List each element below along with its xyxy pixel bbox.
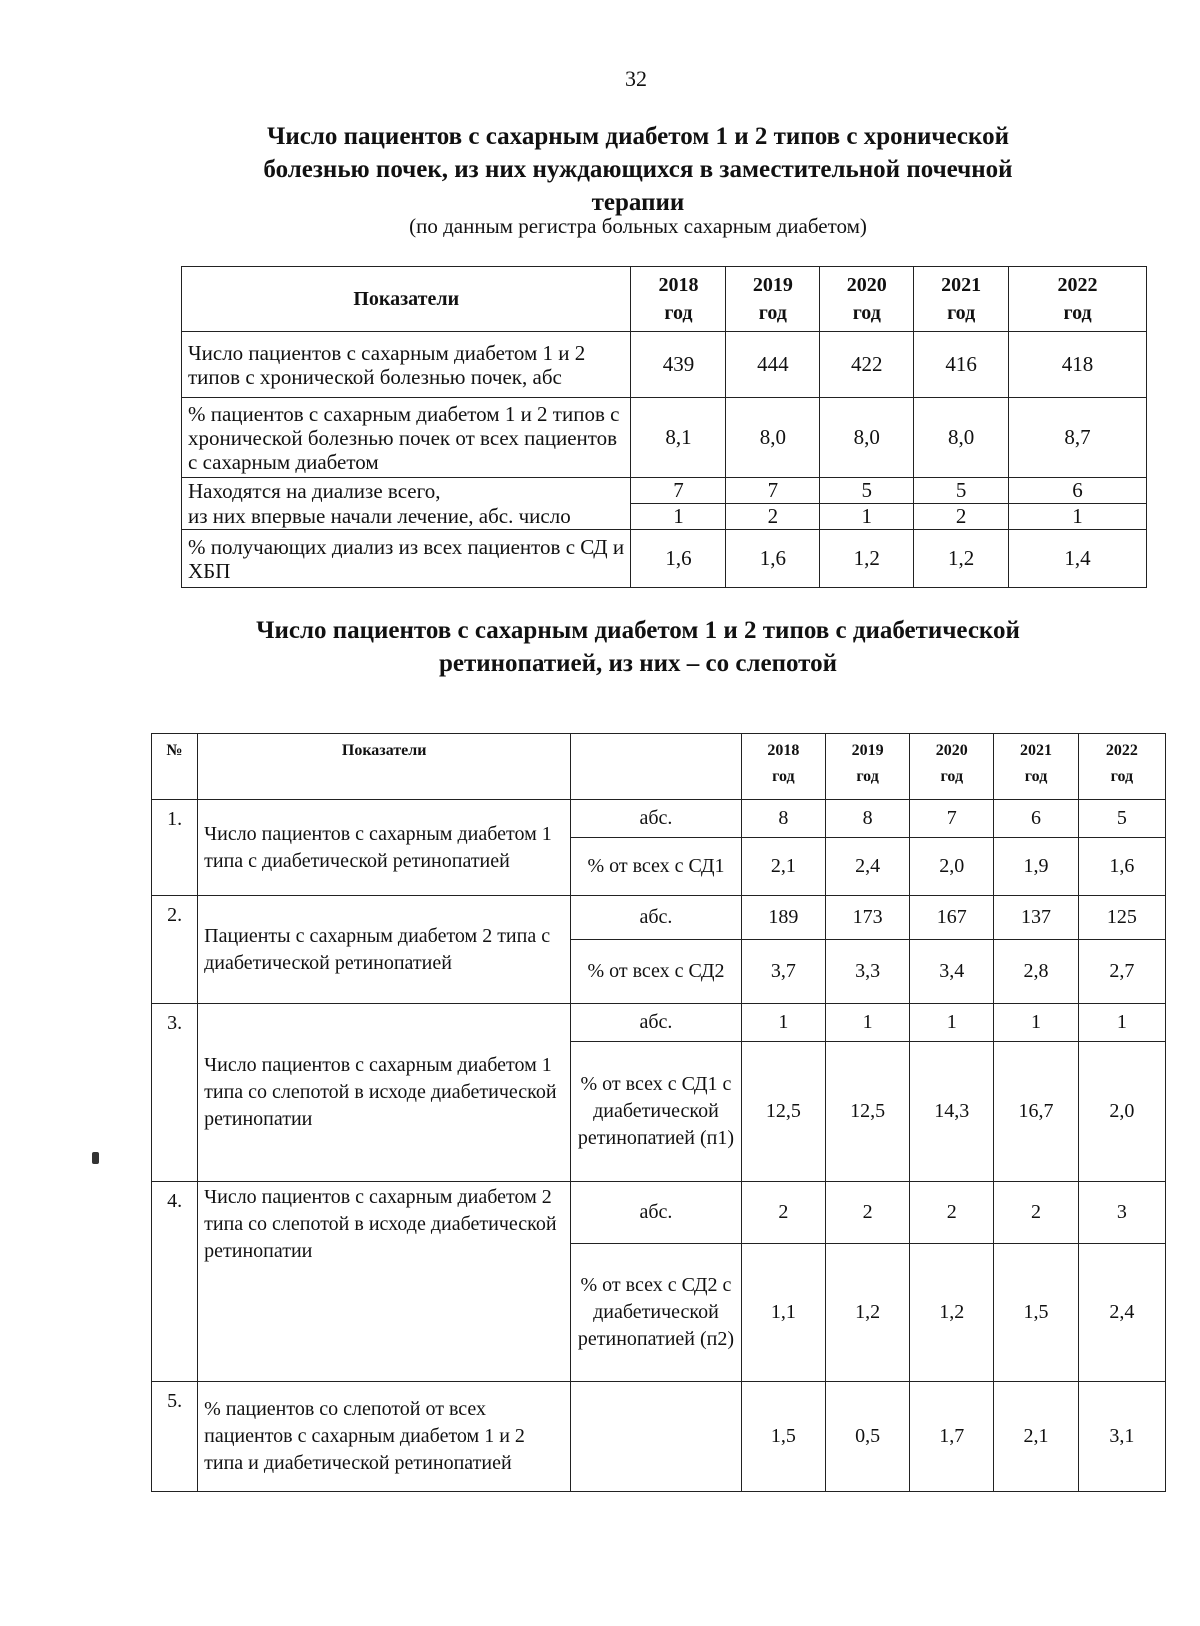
table-cell: 1,5 (994, 1244, 1078, 1382)
header-no: № (152, 734, 198, 800)
table-cell: 137 (994, 896, 1078, 940)
table-cell: 8,0 (726, 398, 820, 478)
table-header-row (152, 734, 1166, 800)
row-unit: абс. (571, 800, 742, 838)
table-cell: 2,4 (1078, 1244, 1165, 1382)
section1-title-line: Число пациентов с сахарным диабетом 1 и 2 типов с хронической (266, 123, 1010, 150)
table-cell: 3,4 (910, 940, 994, 1004)
section2-title (0, 614, 1200, 680)
table-cell: 8 (825, 800, 909, 838)
table-cell: 1,2 (910, 1244, 994, 1382)
table-cell: 1 (741, 1004, 825, 1042)
section1-subtitle: (по данным регистра больных сахарным диабетом) (409, 214, 867, 238)
row-label: % получающих диализ из всех пациентов с СД и ХБП (182, 530, 631, 588)
section1-title-line: терапии (591, 189, 685, 216)
table-cell: 5 (820, 478, 914, 504)
table-cell: 1,4 (1009, 530, 1147, 588)
table-cell: 2,0 (1078, 1042, 1165, 1182)
row-label: из них впервые начали лечение, абс. число (182, 504, 631, 530)
row-label: Находятся на диализе всего, (182, 478, 631, 504)
table-cell: 2,1 (741, 838, 825, 896)
table-row (152, 1182, 1166, 1244)
table-cell: 2,4 (825, 838, 909, 896)
header-year: 2022 год (1009, 267, 1147, 332)
table-cell: 125 (1078, 896, 1165, 940)
table-cell: 2 (741, 1182, 825, 1244)
table-cell: 1,1 (741, 1244, 825, 1382)
table-cell: 1,6 (726, 530, 820, 588)
header-year: 2021 год (914, 267, 1009, 332)
row-label: % пациентов с сахарным диабетом 1 и 2 типов с хронической болезнью почек от всех пациентов с сахарным диабетом (182, 398, 631, 478)
row-unit: % от всех с СД1 (571, 838, 742, 896)
table-cell: 7 (631, 478, 726, 504)
table-cell: 2 (825, 1182, 909, 1244)
table-cell: 2 (994, 1182, 1078, 1244)
table-row (182, 332, 1147, 398)
table-cell: 1 (1078, 1004, 1165, 1042)
table-cell: 1,2 (914, 530, 1009, 588)
table-cell: 2,8 (994, 940, 1078, 1004)
row-label: Число пациентов с сахарным диабетом 1 типа с диабетической ретинопатией (198, 800, 571, 896)
table-cell: 12,5 (825, 1042, 909, 1182)
table-cell: 1 (820, 504, 914, 530)
table-cell: 8,0 (914, 398, 1009, 478)
table-cell: 5 (1078, 800, 1165, 838)
table-cell: 8,1 (631, 398, 726, 478)
row-number: 1. (152, 800, 198, 896)
header-year: 2018 год (631, 267, 726, 332)
table-cell: 12,5 (741, 1042, 825, 1182)
table-row (152, 800, 1166, 838)
row-label: Пациенты с сахарным диабетом 2 типа с диабетической ретинопатией (198, 896, 571, 1004)
section1-title-line: болезнью почек, из них нуждающихся в заместительной почечной (263, 156, 1013, 183)
table-cell: 1 (910, 1004, 994, 1042)
table-cell: 439 (631, 332, 726, 398)
row-label: Число пациентов с сахарным диабетом 1 и 2 типов с хронической болезнью почек, абс (182, 332, 631, 398)
table-cell: 2,1 (994, 1382, 1078, 1492)
table-cell: 1,2 (825, 1244, 909, 1382)
table-cell: 3,3 (825, 940, 909, 1004)
table-cell: 1,2 (820, 530, 914, 588)
row-number: 2. (152, 896, 198, 1004)
table-cell: 1,5 (741, 1382, 825, 1492)
table-row (182, 530, 1147, 588)
header-year: 2020 год (910, 734, 994, 800)
row-unit: % от всех с СД2 с диабетической ретинопатией (п2) (571, 1244, 742, 1382)
row-unit: абс. (571, 1182, 742, 1244)
row-label: % пациентов со слепотой от всех пациентов с сахарным диабетом 1 и 2 типа и диабетической ретинопатией (198, 1382, 571, 1492)
table-cell: 1 (631, 504, 726, 530)
row-number: 5. (152, 1382, 198, 1492)
table-row (152, 896, 1166, 940)
table-cell: 7 (726, 478, 820, 504)
row-unit: % от всех с СД2 (571, 940, 742, 1004)
header-year: 2020 год (820, 267, 914, 332)
table-cell: 6 (1009, 478, 1147, 504)
header-indicator: Показатели (182, 267, 631, 332)
table-cell: 3,1 (1078, 1382, 1165, 1492)
table-cell: 2 (914, 504, 1009, 530)
row-label: Число пациентов с сахарным диабетом 2 типа со слепотой в исходе диабетической ретинопатии (198, 1182, 571, 1382)
table-cell: 1,6 (1078, 838, 1165, 896)
table-cell: 1 (994, 1004, 1078, 1042)
table-row (152, 1004, 1166, 1042)
header-year: 2022 год (1078, 734, 1165, 800)
scan-artifact-mark (92, 1152, 99, 1164)
header-indicator: Показатели (198, 734, 571, 800)
table-cell: 1 (1009, 504, 1147, 530)
table-cell: 3,7 (741, 940, 825, 1004)
table-row (182, 478, 1147, 504)
table-cell: 2,0 (910, 838, 994, 896)
row-unit: абс. (571, 896, 742, 940)
table-cell: 418 (1009, 332, 1147, 398)
section1-title (0, 120, 1200, 219)
retinopathy-table (151, 733, 1166, 1492)
section2-title-line: ретинопатией, из них – со слепотой (438, 650, 838, 677)
table-cell: 1,7 (910, 1382, 994, 1492)
table-header-row (182, 267, 1147, 332)
header-year: 2021 год (994, 734, 1078, 800)
table-cell: 189 (741, 896, 825, 940)
table-cell: 444 (726, 332, 820, 398)
table-cell: 5 (914, 478, 1009, 504)
section2-title-line: Число пациентов с сахарным диабетом 1 и 2 типов с диабетической (256, 617, 1020, 644)
table-cell: 8,7 (1009, 398, 1147, 478)
table-row (152, 1382, 1166, 1492)
row-unit (571, 1382, 742, 1492)
table-cell: 173 (825, 896, 909, 940)
table-cell: 3 (1078, 1182, 1165, 1244)
table-row (182, 398, 1147, 478)
header-unit (571, 734, 742, 800)
table-cell: 1,9 (994, 838, 1078, 896)
table-cell: 167 (910, 896, 994, 940)
header-year: 2019 год (726, 267, 820, 332)
table-cell: 416 (914, 332, 1009, 398)
row-label: Число пациентов с сахарным диабетом 1 типа со слепотой в исходе диабетической ретинопатии (198, 1004, 571, 1182)
ckd-table (181, 266, 1147, 588)
row-number: 4. (152, 1182, 198, 1382)
header-year: 2019 год (825, 734, 909, 800)
table-cell: 422 (820, 332, 914, 398)
table-cell: 8,0 (820, 398, 914, 478)
table-cell: 2 (726, 504, 820, 530)
table-cell: 1,6 (631, 530, 726, 588)
table-cell: 16,7 (994, 1042, 1078, 1182)
table-cell: 7 (910, 800, 994, 838)
row-number: 3. (152, 1004, 198, 1182)
header-year: 2018 год (741, 734, 825, 800)
page-number: 32 (625, 66, 647, 91)
table-cell: 2 (910, 1182, 994, 1244)
row-unit: % от всех с СД1 с диабетической ретинопатией (п1) (571, 1042, 742, 1182)
table-cell: 8 (741, 800, 825, 838)
table-row (182, 504, 1147, 530)
table-cell: 2,7 (1078, 940, 1165, 1004)
table-cell: 1 (825, 1004, 909, 1042)
table-cell: 0,5 (825, 1382, 909, 1492)
row-unit: абс. (571, 1004, 742, 1042)
table-cell: 14,3 (910, 1042, 994, 1182)
table-cell: 6 (994, 800, 1078, 838)
